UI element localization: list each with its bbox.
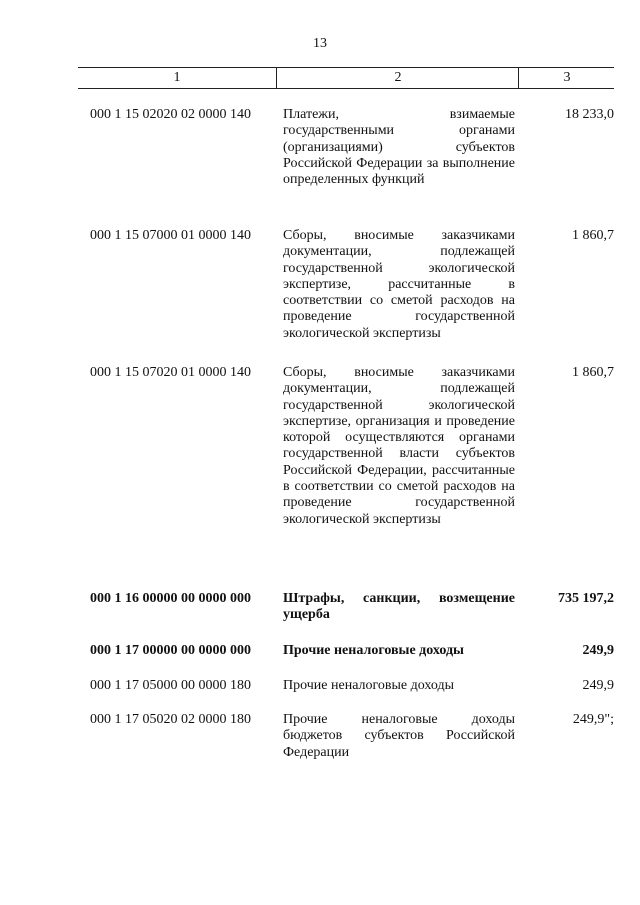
row-code: 000 1 17 00000 00 0000 000 [90,643,251,658]
row-value: 1 860,7 [572,365,614,380]
row-value: 249,9 [582,678,614,693]
row-value: 249,9 [582,643,614,658]
row-code: 000 1 17 05000 00 0000 180 [90,678,251,693]
header-col-1: 1 [173,70,181,85]
row-value: 1 860,7 [572,228,614,243]
row-description: Сборы, вносимые заказчиками документации, подлежащей государственной экологической экспертизе, рассчитанные в соответствии со сметой расходов на проведение государственной экологической экспертизы [283,228,515,341]
row-code: 000 1 15 07000 01 0000 140 [90,228,251,243]
row-code: 000 1 15 02020 02 0000 140 [90,107,251,122]
row-code: 000 1 15 07020 01 0000 140 [90,365,251,380]
row-description: Прочие неналоговые доходы [283,678,455,693]
header-col-2: 2 [276,68,519,88]
header-col-3: 3 [518,68,615,88]
page-number: 13 [313,36,327,51]
row-description: Платежи, взимаемые государственными органами (организациями) субъектов Российской Федерации за выполнение определенных функций [283,107,515,188]
row-code: 000 1 17 05020 02 0000 180 [90,712,251,727]
row-description: Прочие неналоговые доходы бюджетов субъектов Российской Федерации [283,712,515,760]
row-description: Прочие неналоговые доходы [283,643,464,658]
row-description: Штрафы, санкции, возмещение ущерба [283,591,515,623]
table-header [78,67,614,89]
row-value: 249,9"; [572,712,614,727]
row-value: 18 233,0 [565,107,614,122]
row-value: 735 197,2 [558,591,614,606]
row-code: 000 1 16 00000 00 0000 000 [90,591,251,606]
row-description: Сборы, вносимые заказчиками документации, подлежащей государственной экологической экспертизе, организация и проведение которой осуществляются органами государственной власти субъектов Российской Федерации, рассчитанные в соответствии со сметой расходов на проведение государственной экологической экспертизы [283,365,515,527]
